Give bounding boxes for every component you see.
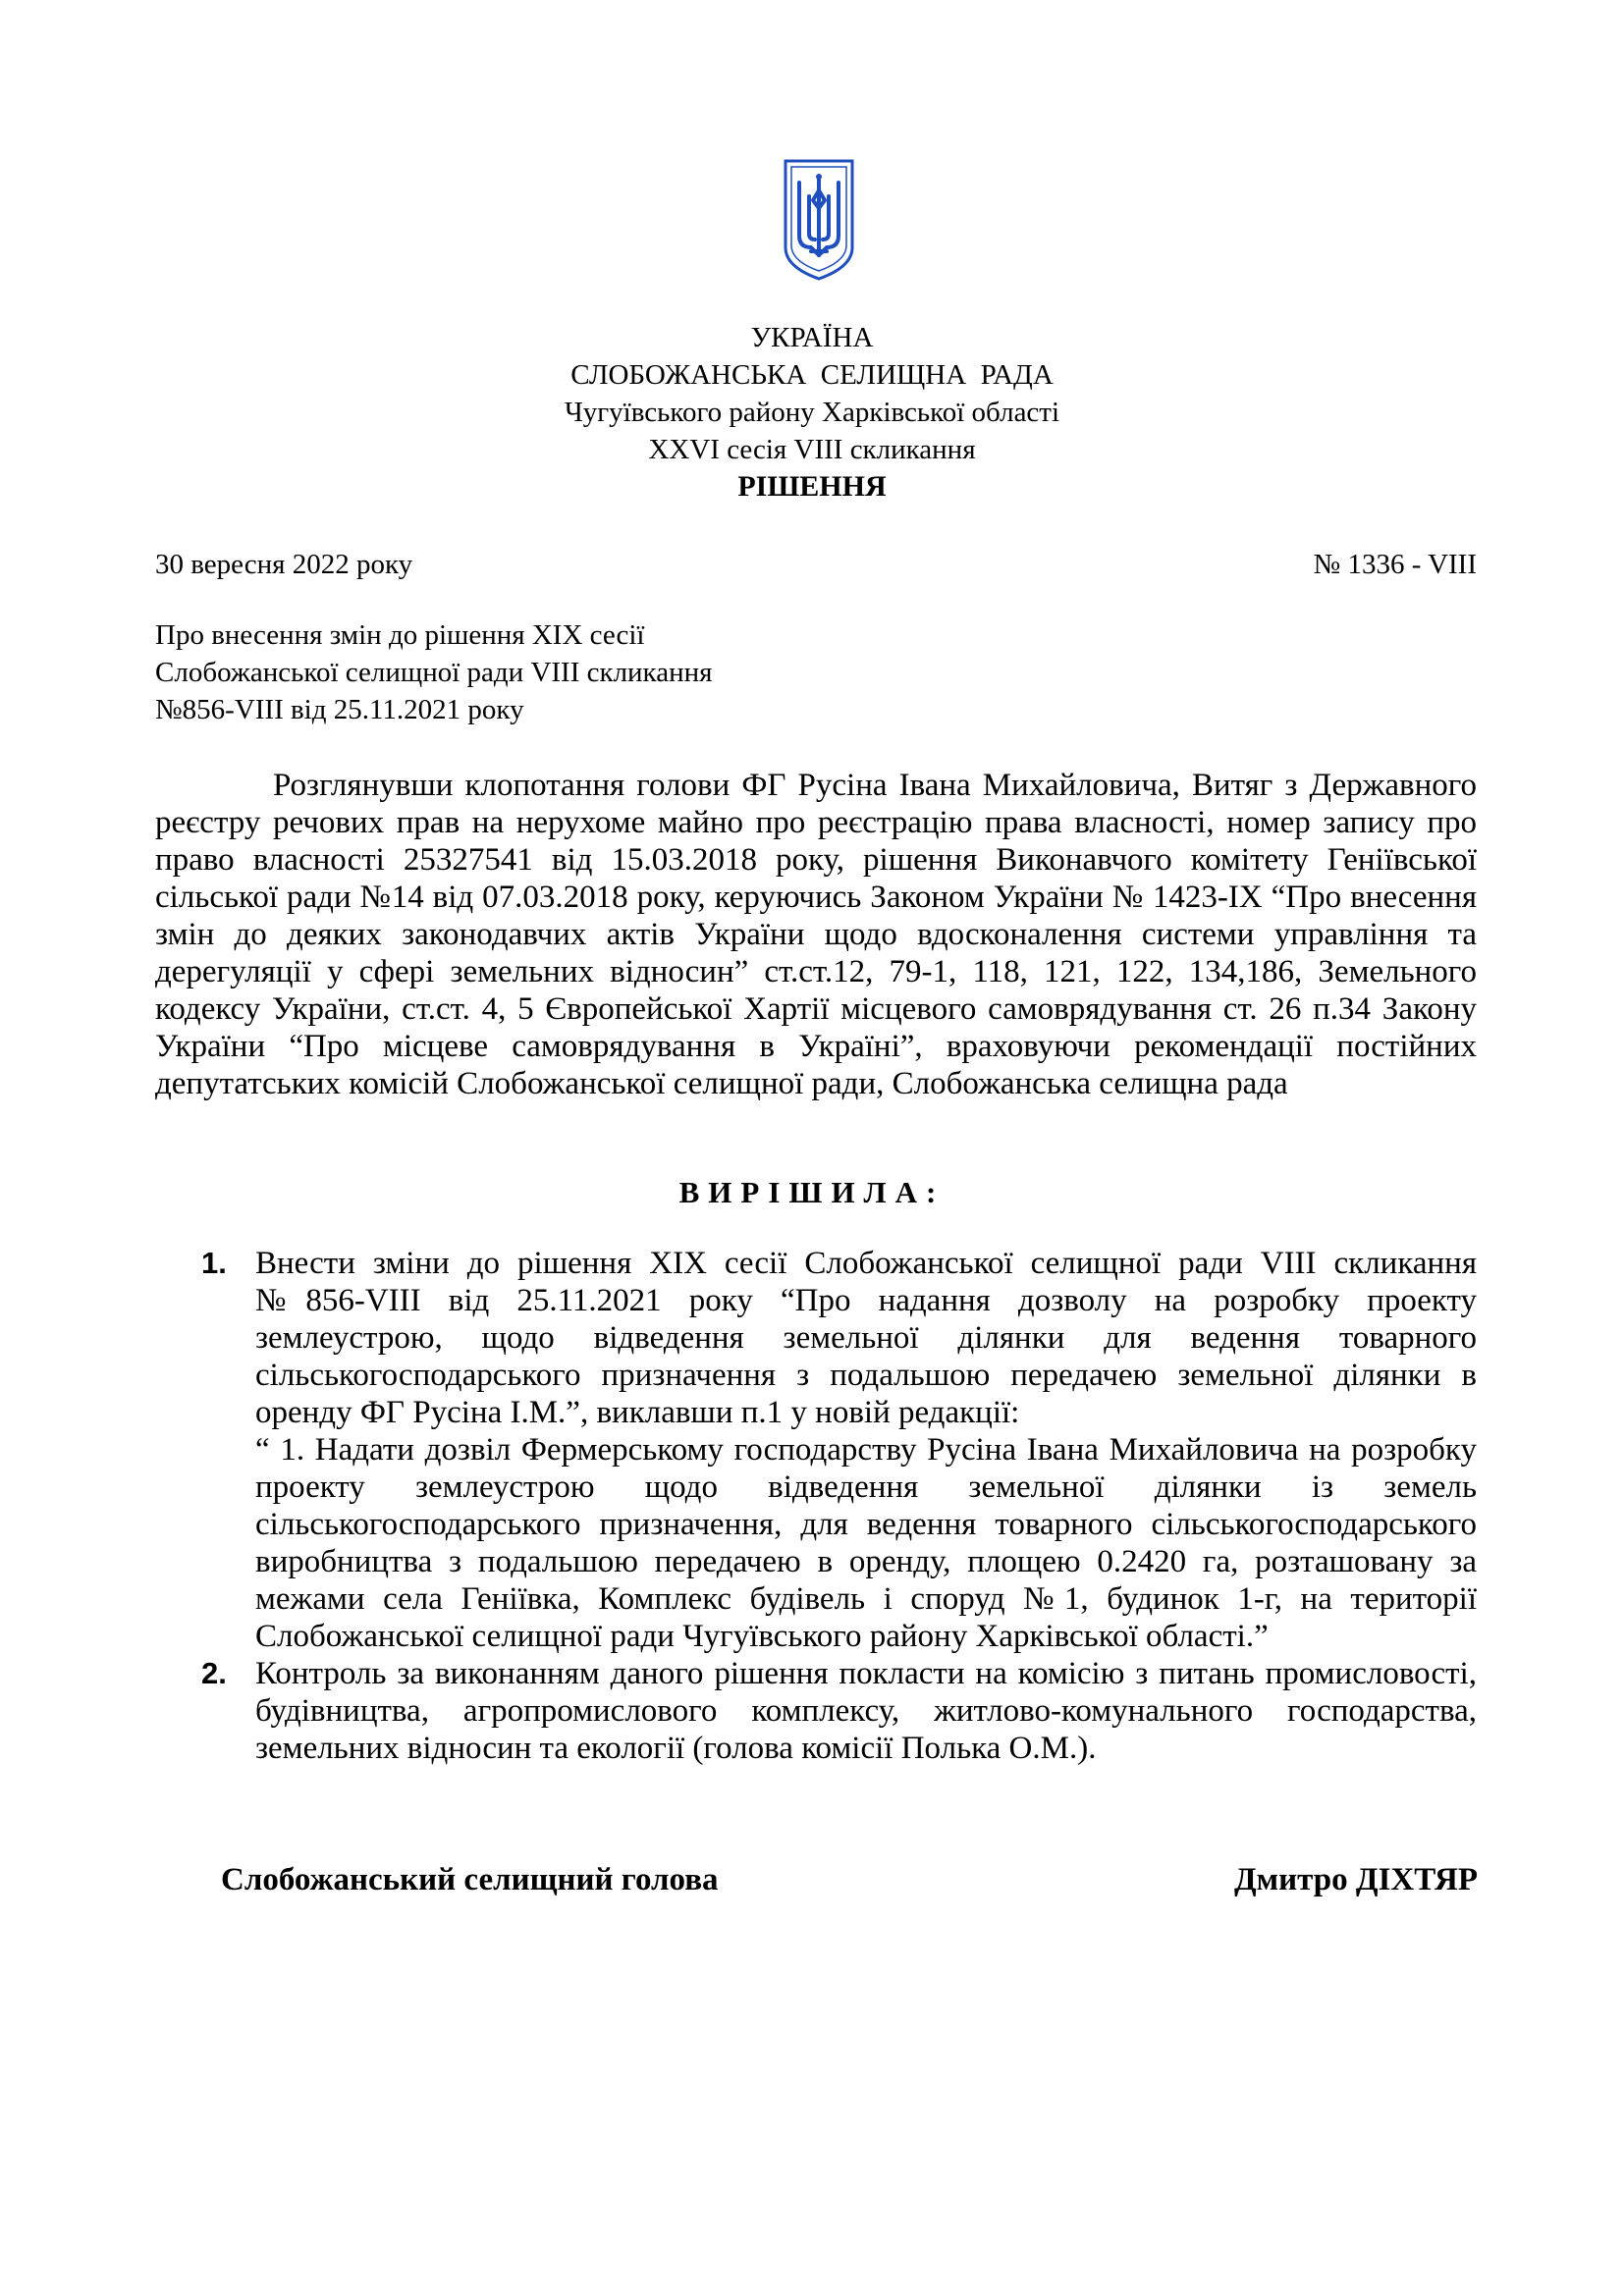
- decision-date: 30 вересня 2022 року: [155, 549, 413, 580]
- date-number-row: [155, 546, 1477, 583]
- decision-item-1: [201, 1245, 1477, 1655]
- session-name: XXVI сесія VIII скликання: [648, 434, 976, 465]
- item-marker: 2.: [201, 1656, 227, 1690]
- document-type: РІШЕННЯ: [737, 470, 887, 503]
- decision-number: № 1336 - VIII: [1313, 549, 1477, 580]
- subject-line: Про внесення змін до рішення XIX сесії: [155, 619, 645, 651]
- preamble-paragraph: Розглянувши клопотання голови ФГ Русіна Івана Михайловича, Витяг з Державного реєстру речових прав на нерухоме майно про реєстрацію права власності, номер запису про право власності 25327541 від 15.03.2018 року, рішення Виконавчого комітету Геніївської сільської ради №14 від 07.03.2018 року, керуючись Законом України № 1423-IX “Про внесення змін до деяких законодавчих актів України щодо вдосконалення системи управління та дерегуляції у сфері земельних відносин” ст.ст.12, 79-1, 118, 121, 122, 134,186, Земельного кодексу України, ст.ст. 4, 5 Європейської Хартії місцевого самоврядування ст. 26 п.34 Закону України “Про місцеве самоврядування в Україні”, враховуючи рекомендації постійних депутатських комісій Слобожанської селищної ради, Слобожанська селищна рада: [155, 768, 1477, 1101]
- item-quote: “ 1. Надати дозвіл Фермерському господарству Русіна Івана Михайловича на розробку проекту землеустрою щодо відведення земельної ділянки із земель сільськогосподарського призначення, для ведення товарного сільськогосподарського виробництва з подальшою передачею в оренду, площею 0.2420 га, розташовану за межами села Геніївка, Комплекс будівель і споруд №1, будинок 1-г, на території Слобожанської селищної ради Чугуївського району Харківської області.”: [255, 1432, 1477, 1654]
- item-marker: 1.: [201, 1246, 227, 1280]
- subject-line: №856-VIII від 25.11.2021 року: [155, 694, 524, 725]
- decision-items: [201, 1245, 1477, 1767]
- council-name: СЛОБОЖАНСЬКА СЕЛИЩНА РАДА: [570, 359, 1054, 391]
- decided-heading: ВИРІШИЛА:: [678, 1175, 946, 1209]
- signatory-name: Дмитро ДІХТЯР: [1233, 1862, 1478, 1897]
- district-name: Чугуївського району Харківської області: [564, 397, 1060, 428]
- item-text: Контроль за виконанням даного рішення покласти на комісію з питань промисловості, будівництва, агропромислового комплексу, житлово-комунального господарства, земельних відносин та екології (голова комісії Полька О.М.).: [255, 1656, 1477, 1766]
- subject-line: Слобожанської селищної ради VIII скликання: [155, 657, 713, 688]
- item-text: Внести зміни до рішення XIX сесії Слобожанської селищної ради VIII скликання №856-VIII від 25.11.2021 року “Про надання дозволу на розробку проекту землеустрою, щодо відведення земельної ділянки для ведення товарного сільськогосподарського призначення з подальшою передачею земельної ділянки в оренду ФГ Русіна І.М.”, виклавши п.1 у новій редакції:: [255, 1246, 1477, 1430]
- decision-item-2: [201, 1655, 1477, 1767]
- signature-block: [221, 1860, 1478, 1899]
- decision-subject: [155, 616, 712, 728]
- signatory-position: Слобожанський селищний голова: [221, 1862, 719, 1897]
- document-header: [0, 319, 1624, 506]
- coat-of-arms-of-ukraine-icon: [782, 157, 856, 283]
- country-name: УКРАЇНА: [750, 322, 874, 353]
